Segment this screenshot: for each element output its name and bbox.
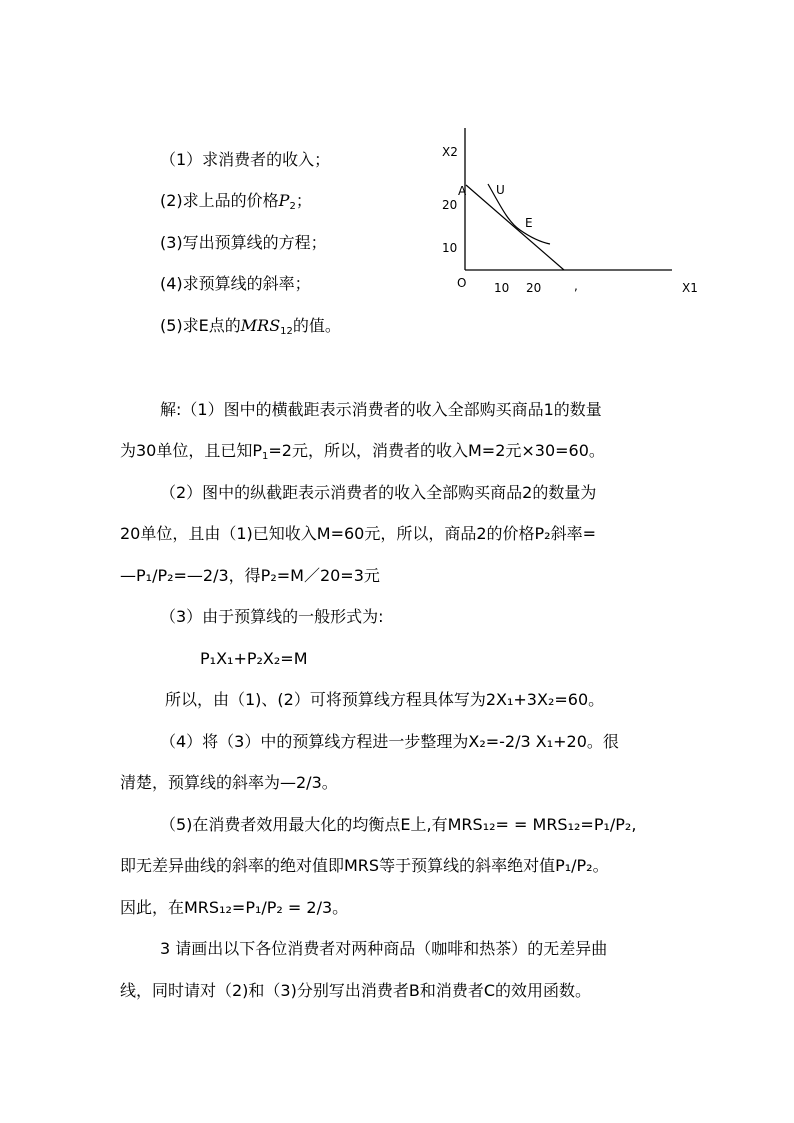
solution-1-line-2-b: =2元，所以，消费者的收入M=2元×30=60。 (268, 441, 605, 460)
question-5 (160, 316, 341, 336)
x-tick-mark: , (574, 279, 578, 293)
question-3-line-2: 线，同时请对（2)和（3)分别写出消费者B和消费者C的效用函数。 (120, 981, 591, 1000)
question-3: (3)写出预算线的方程； (160, 233, 327, 252)
solution-1-line-2-a: 为30单位，且已知P (120, 441, 263, 460)
origin-label: O (457, 276, 467, 290)
y-tick-20: 20 (442, 198, 458, 212)
p1-subscript: 1 (262, 451, 269, 462)
solution-5-line-1: （5)在消费者效用最大化的均衡点E上,有MRS₁₂= = MRS₁₂=P₁/P₂, (160, 815, 637, 834)
question-5-suffix: 的值。 (292, 316, 341, 335)
price-p2-variable: P (278, 191, 290, 210)
y-tick-10: 10 (442, 241, 458, 255)
point-u-label: U (496, 183, 505, 197)
solution-1-line-1: 解:（1）图中的横截距表示消费者的收入全部购买商品1的数量 (160, 400, 602, 419)
budget-line-graph (440, 120, 710, 305)
budget-line-formula: P₁X₁+P₂X₂=M (200, 649, 308, 668)
price-p2-subscript: 2 (289, 201, 296, 212)
question-3-line-1: 3 请画出以下各位消费者对两种商品（咖啡和热茶）的无差异曲 (160, 939, 608, 958)
mrs-subscript: 12 (280, 326, 293, 337)
question-2-suffix: ； (295, 191, 312, 210)
solution-2-line-3: —P₁/P₂=—2/3，得P₂=M／20=3元 (120, 566, 380, 585)
x-tick-20: 20 (526, 281, 542, 295)
question-2-prefix: (2)求上品的价格 (160, 191, 279, 210)
solution-5-line-2: 即无差异曲线的斜率的绝对值即MRS等于预算线的斜率绝对值P₁/P₂。 (120, 856, 609, 875)
solution-3-line-3: 所以，由（1)、(2）可将预算线方程具体写为2X₁+3X₂=60。 (165, 690, 605, 709)
question-4: (4)求预算线的斜率； (160, 274, 311, 293)
x-axis-label: X1 (682, 281, 698, 295)
point-a-label: A (458, 184, 467, 198)
solution-2-line-2: 20单位，且由（1)已知收入M=60元，所以，商品2的价格P₂斜率= (120, 524, 597, 543)
question-2 (160, 191, 312, 211)
question-1: （1）求消费者的收入； (160, 150, 331, 169)
budget-line (466, 185, 564, 270)
solution-5-line-3: 因此，在MRS₁₂=P₁/P₂ = 2/3。 (120, 898, 349, 917)
y-axis-label: X2 (442, 145, 458, 159)
solution-1-line-2 (120, 441, 605, 461)
solution-2-line-1: （2）图中的纵截距表示消费者的收入全部购买商品2的数量为 (160, 483, 597, 502)
solution-4-line-1: （4）将（3）中的预算线方程进一步整理为X₂=-2/3 X₁+20。很 (160, 732, 619, 751)
mrs-variable: MRS (240, 316, 281, 335)
point-e-label: E (525, 216, 533, 230)
solution-3-line-1: （3）由于预算线的一般形式为: (160, 607, 384, 626)
x-tick-10: 10 (494, 281, 510, 295)
question-5-prefix: (5)求E点的 (160, 316, 241, 335)
solution-4-line-2: 清楚，预算线的斜率为—2/3。 (120, 773, 338, 792)
